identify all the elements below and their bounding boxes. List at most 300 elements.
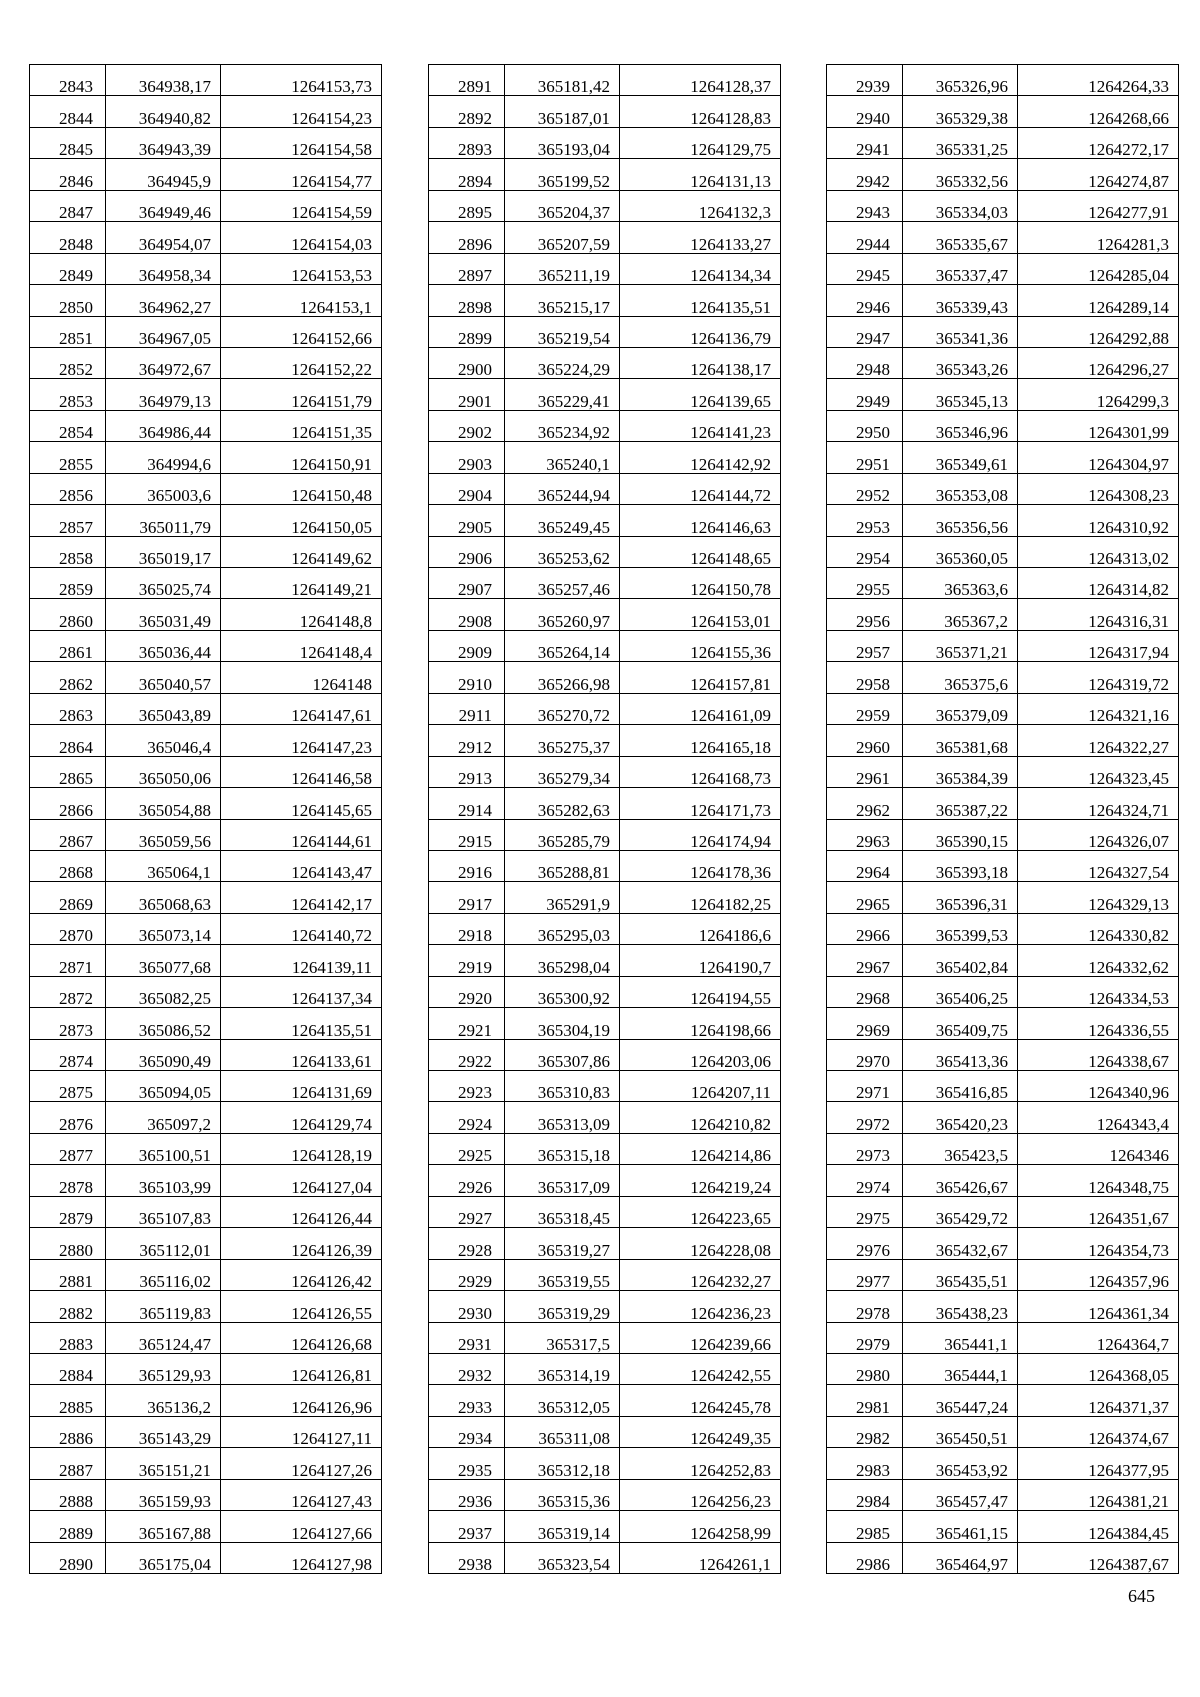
- table-row: [429, 65, 781, 96]
- x-coordinate-cell: 365304,19: [505, 1008, 620, 1039]
- table-row: [30, 1228, 382, 1259]
- point-number-cell: 2864: [30, 725, 106, 756]
- table-row: [827, 379, 1179, 410]
- x-coordinate-cell: 365312,05: [505, 1385, 620, 1416]
- y-coordinate-cell: 1264126,68: [221, 1322, 382, 1353]
- x-coordinate-cell: 365116,02: [106, 1259, 221, 1290]
- table-row: [30, 253, 382, 284]
- point-number-cell: 2943: [827, 190, 903, 221]
- table-row: [429, 976, 781, 1007]
- y-coordinate-cell: 1264313,02: [1018, 536, 1179, 567]
- x-coordinate-cell: 365003,6: [106, 473, 221, 504]
- x-coordinate-cell: 365464,97: [903, 1542, 1018, 1573]
- y-coordinate-cell: 1264135,51: [221, 1008, 382, 1039]
- x-coordinate-cell: 365307,86: [505, 1039, 620, 1070]
- x-coordinate-cell: 365046,4: [106, 725, 221, 756]
- point-number-cell: 2854: [30, 410, 106, 441]
- y-coordinate-cell: 1264178,36: [620, 850, 781, 881]
- x-coordinate-cell: 365319,27: [505, 1228, 620, 1259]
- x-coordinate-cell: 364962,27: [106, 285, 221, 316]
- point-number-cell: 2974: [827, 1165, 903, 1196]
- y-coordinate-cell: 1264150,91: [221, 442, 382, 473]
- x-coordinate-cell: 364967,05: [106, 316, 221, 347]
- point-number-cell: 2874: [30, 1039, 106, 1070]
- x-coordinate-cell: 365288,81: [505, 850, 620, 881]
- table-row: [827, 913, 1179, 944]
- point-number-cell: 2919: [429, 945, 505, 976]
- y-coordinate-cell: 1264368,05: [1018, 1353, 1179, 1384]
- y-coordinate-cell: 1264281,3: [1018, 222, 1179, 253]
- y-coordinate-cell: 1264127,66: [221, 1511, 382, 1542]
- y-coordinate-cell: 1264138,17: [620, 347, 781, 378]
- y-coordinate-cell: 1264153,01: [620, 599, 781, 630]
- x-coordinate-cell: 365291,9: [505, 882, 620, 913]
- table-row: [30, 1385, 382, 1416]
- y-coordinate-cell: 1264316,31: [1018, 599, 1179, 630]
- table-row: [429, 1228, 781, 1259]
- y-coordinate-cell: 1264381,21: [1018, 1479, 1179, 1510]
- point-number-cell: 2913: [429, 756, 505, 787]
- y-coordinate-cell: 1264321,16: [1018, 693, 1179, 724]
- y-coordinate-cell: 1264219,24: [620, 1165, 781, 1196]
- y-coordinate-cell: 1264151,79: [221, 379, 382, 410]
- table-row: [827, 1259, 1179, 1290]
- x-coordinate-cell: 365199,52: [505, 159, 620, 190]
- table-row: [429, 819, 781, 850]
- table-row: [827, 756, 1179, 787]
- coordinate-table-2: [428, 64, 781, 1574]
- x-coordinate-cell: 364954,07: [106, 222, 221, 253]
- table-row: [827, 1071, 1179, 1102]
- x-coordinate-cell: 365097,2: [106, 1102, 221, 1133]
- x-coordinate-cell: 365349,61: [903, 442, 1018, 473]
- table-row: [30, 1008, 382, 1039]
- x-coordinate-cell: 365107,83: [106, 1196, 221, 1227]
- table-row: [429, 96, 781, 127]
- table-row: [429, 410, 781, 441]
- page-number: 645: [1128, 1586, 1155, 1606]
- x-coordinate-cell: 364994,6: [106, 442, 221, 473]
- x-coordinate-cell: 365426,67: [903, 1165, 1018, 1196]
- x-coordinate-cell: 365331,25: [903, 127, 1018, 158]
- x-coordinate-cell: 365339,43: [903, 285, 1018, 316]
- point-number-cell: 2882: [30, 1291, 106, 1322]
- point-number-cell: 2948: [827, 347, 903, 378]
- y-coordinate-cell: 1264242,55: [620, 1353, 781, 1384]
- point-number-cell: 2911: [429, 693, 505, 724]
- y-coordinate-cell: 1264351,67: [1018, 1196, 1179, 1227]
- point-number-cell: 2918: [429, 913, 505, 944]
- point-number-cell: 2851: [30, 316, 106, 347]
- x-coordinate-cell: 365312,18: [505, 1448, 620, 1479]
- y-coordinate-cell: 1264132,3: [620, 190, 781, 221]
- y-coordinate-cell: 1264149,21: [221, 568, 382, 599]
- y-coordinate-cell: 1264154,77: [221, 159, 382, 190]
- point-number-cell: 2872: [30, 976, 106, 1007]
- table-row: [827, 505, 1179, 536]
- y-coordinate-cell: 1264277,91: [1018, 190, 1179, 221]
- point-number-cell: 2845: [30, 127, 106, 158]
- x-coordinate-cell: 365270,72: [505, 693, 620, 724]
- table-row: [429, 347, 781, 378]
- x-coordinate-cell: 365031,49: [106, 599, 221, 630]
- y-coordinate-cell: 1264149,62: [221, 536, 382, 567]
- x-coordinate-cell: 365143,29: [106, 1416, 221, 1447]
- x-coordinate-cell: 365129,93: [106, 1353, 221, 1384]
- x-coordinate-cell: 365249,45: [505, 505, 620, 536]
- table-row: [30, 1071, 382, 1102]
- x-coordinate-cell: 365416,85: [903, 1071, 1018, 1102]
- x-coordinate-cell: 365275,37: [505, 725, 620, 756]
- table-row: [30, 630, 382, 661]
- table-row: [429, 442, 781, 473]
- table-row: [429, 1448, 781, 1479]
- x-coordinate-cell: 365082,25: [106, 976, 221, 1007]
- point-number-cell: 2951: [827, 442, 903, 473]
- table-row: [30, 1353, 382, 1384]
- point-number-cell: 2870: [30, 913, 106, 944]
- x-coordinate-cell: 365043,89: [106, 693, 221, 724]
- table-row: [30, 1416, 382, 1447]
- table-row: [827, 788, 1179, 819]
- x-coordinate-cell: 365313,09: [505, 1102, 620, 1133]
- y-coordinate-cell: 1264264,33: [1018, 65, 1179, 96]
- point-number-cell: 2856: [30, 473, 106, 504]
- table-row: [429, 1196, 781, 1227]
- y-coordinate-cell: 1264154,03: [221, 222, 382, 253]
- table-row: [30, 788, 382, 819]
- x-coordinate-cell: 365379,09: [903, 693, 1018, 724]
- x-coordinate-cell: 365371,21: [903, 630, 1018, 661]
- point-number-cell: 2916: [429, 850, 505, 881]
- y-coordinate-cell: 1264261,1: [620, 1542, 781, 1573]
- table-row: [429, 379, 781, 410]
- table-row: [827, 410, 1179, 441]
- x-coordinate-cell: 365266,98: [505, 662, 620, 693]
- table-row: [30, 882, 382, 913]
- x-coordinate-cell: 364945,9: [106, 159, 221, 190]
- y-coordinate-cell: 1264340,96: [1018, 1071, 1179, 1102]
- table-row: [827, 850, 1179, 881]
- x-coordinate-cell: 365341,36: [903, 316, 1018, 347]
- x-coordinate-cell: 365240,1: [505, 442, 620, 473]
- y-coordinate-cell: 1264214,86: [620, 1133, 781, 1164]
- point-number-cell: 2929: [429, 1259, 505, 1290]
- table-row: [30, 1102, 382, 1133]
- table-row: [30, 379, 382, 410]
- point-number-cell: 2905: [429, 505, 505, 536]
- point-number-cell: 2921: [429, 1008, 505, 1039]
- y-coordinate-cell: 1264131,13: [620, 159, 781, 190]
- table-row: [429, 1322, 781, 1353]
- table-row: [827, 1165, 1179, 1196]
- point-number-cell: 2979: [827, 1322, 903, 1353]
- x-coordinate-cell: 365367,2: [903, 599, 1018, 630]
- point-number-cell: 2889: [30, 1511, 106, 1542]
- table-row: [30, 850, 382, 881]
- table-row: [30, 913, 382, 944]
- table-row: [429, 1133, 781, 1164]
- table-row: [30, 96, 382, 127]
- x-coordinate-cell: 365334,03: [903, 190, 1018, 221]
- table-row: [30, 222, 382, 253]
- point-number-cell: 2873: [30, 1008, 106, 1039]
- x-coordinate-cell: 364938,17: [106, 65, 221, 96]
- point-number-cell: 2950: [827, 410, 903, 441]
- y-coordinate-cell: 1264144,72: [620, 473, 781, 504]
- x-coordinate-cell: 365317,5: [505, 1322, 620, 1353]
- point-number-cell: 2947: [827, 316, 903, 347]
- x-coordinate-cell: 365311,08: [505, 1416, 620, 1447]
- x-coordinate-cell: 365282,63: [505, 788, 620, 819]
- y-coordinate-cell: 1264127,98: [221, 1542, 382, 1573]
- y-coordinate-cell: 1264150,05: [221, 505, 382, 536]
- y-coordinate-cell: 1264329,13: [1018, 882, 1179, 913]
- point-number-cell: 2853: [30, 379, 106, 410]
- point-number-cell: 2897: [429, 253, 505, 284]
- x-coordinate-cell: 365036,44: [106, 630, 221, 661]
- point-number-cell: 2886: [30, 1416, 106, 1447]
- table-row: [30, 693, 382, 724]
- point-number-cell: 2983: [827, 1448, 903, 1479]
- point-number-cell: 2938: [429, 1542, 505, 1573]
- x-coordinate-cell: 365215,17: [505, 285, 620, 316]
- y-coordinate-cell: 1264126,44: [221, 1196, 382, 1227]
- y-coordinate-cell: 1264145,65: [221, 788, 382, 819]
- point-number-cell: 2863: [30, 693, 106, 724]
- x-coordinate-cell: 365319,29: [505, 1291, 620, 1322]
- table-row: [30, 159, 382, 190]
- x-coordinate-cell: 365438,23: [903, 1291, 1018, 1322]
- y-coordinate-cell: 1264168,73: [620, 756, 781, 787]
- y-coordinate-cell: 1264361,34: [1018, 1291, 1179, 1322]
- y-coordinate-cell: 1264364,7: [1018, 1322, 1179, 1353]
- table-row: [30, 1291, 382, 1322]
- y-coordinate-cell: 1264296,27: [1018, 347, 1179, 378]
- point-number-cell: 2961: [827, 756, 903, 787]
- point-number-cell: 2935: [429, 1448, 505, 1479]
- y-coordinate-cell: 1264146,63: [620, 505, 781, 536]
- x-coordinate-cell: 365181,42: [505, 65, 620, 96]
- table-row: [827, 285, 1179, 316]
- x-coordinate-cell: 365193,04: [505, 127, 620, 158]
- x-coordinate-cell: 365090,49: [106, 1039, 221, 1070]
- table-row: [429, 159, 781, 190]
- y-coordinate-cell: 1264207,11: [620, 1071, 781, 1102]
- point-number-cell: 2927: [429, 1196, 505, 1227]
- y-coordinate-cell: 1264324,71: [1018, 788, 1179, 819]
- x-coordinate-cell: 365310,83: [505, 1071, 620, 1102]
- x-coordinate-cell: 364986,44: [106, 410, 221, 441]
- x-coordinate-cell: 365100,51: [106, 1133, 221, 1164]
- x-coordinate-cell: 365159,93: [106, 1479, 221, 1510]
- x-coordinate-cell: 365187,01: [505, 96, 620, 127]
- x-coordinate-cell: 365040,57: [106, 662, 221, 693]
- table-row: [429, 1008, 781, 1039]
- table-row: [827, 662, 1179, 693]
- point-number-cell: 2862: [30, 662, 106, 693]
- point-number-cell: 2970: [827, 1039, 903, 1070]
- table-row: [30, 1511, 382, 1542]
- x-coordinate-cell: 365429,72: [903, 1196, 1018, 1227]
- x-coordinate-cell: 365054,88: [106, 788, 221, 819]
- x-coordinate-cell: 365332,56: [903, 159, 1018, 190]
- x-coordinate-cell: 365025,74: [106, 568, 221, 599]
- point-number-cell: 2971: [827, 1071, 903, 1102]
- point-number-cell: 2875: [30, 1071, 106, 1102]
- table-row: [827, 1542, 1179, 1573]
- table-row: [827, 693, 1179, 724]
- x-coordinate-cell: 365396,31: [903, 882, 1018, 913]
- table-row: [30, 976, 382, 1007]
- x-coordinate-cell: 365175,04: [106, 1542, 221, 1573]
- table-row: [827, 882, 1179, 913]
- y-coordinate-cell: 1264326,07: [1018, 819, 1179, 850]
- point-number-cell: 2986: [827, 1542, 903, 1573]
- table-row: [30, 442, 382, 473]
- y-coordinate-cell: 1264301,99: [1018, 410, 1179, 441]
- table-row: [827, 1039, 1179, 1070]
- point-number-cell: 2852: [30, 347, 106, 378]
- point-number-cell: 2975: [827, 1196, 903, 1227]
- y-coordinate-cell: 1264126,96: [221, 1385, 382, 1416]
- y-coordinate-cell: 1264139,11: [221, 945, 382, 976]
- x-coordinate-cell: 365323,54: [505, 1542, 620, 1573]
- x-coordinate-cell: 365393,18: [903, 850, 1018, 881]
- y-coordinate-cell: 1264190,7: [620, 945, 781, 976]
- point-number-cell: 2883: [30, 1322, 106, 1353]
- x-coordinate-cell: 365435,51: [903, 1259, 1018, 1290]
- table-row: [30, 1133, 382, 1164]
- y-coordinate-cell: 1264348,75: [1018, 1165, 1179, 1196]
- point-number-cell: 2915: [429, 819, 505, 850]
- x-coordinate-cell: 365264,14: [505, 630, 620, 661]
- y-coordinate-cell: 1264319,72: [1018, 662, 1179, 693]
- table-row: [827, 1196, 1179, 1227]
- table-row: [30, 1259, 382, 1290]
- point-number-cell: 2960: [827, 725, 903, 756]
- x-coordinate-cell: 365204,37: [505, 190, 620, 221]
- point-number-cell: 2954: [827, 536, 903, 567]
- x-coordinate-cell: 365453,92: [903, 1448, 1018, 1479]
- y-coordinate-cell: 1264127,26: [221, 1448, 382, 1479]
- y-coordinate-cell: 1264133,27: [620, 222, 781, 253]
- table-row: [827, 1511, 1179, 1542]
- x-coordinate-cell: 365229,41: [505, 379, 620, 410]
- point-number-cell: 2899: [429, 316, 505, 347]
- table-row: [429, 316, 781, 347]
- table-row: [827, 976, 1179, 1007]
- table-row: [429, 599, 781, 630]
- x-coordinate-cell: 365390,15: [903, 819, 1018, 850]
- table-row: [827, 1416, 1179, 1447]
- table-row: [827, 222, 1179, 253]
- y-coordinate-cell: 1264304,97: [1018, 442, 1179, 473]
- x-coordinate-cell: 365224,29: [505, 347, 620, 378]
- table-row: [30, 536, 382, 567]
- x-coordinate-cell: 365019,17: [106, 536, 221, 567]
- x-coordinate-cell: 365343,26: [903, 347, 1018, 378]
- point-number-cell: 2942: [827, 159, 903, 190]
- x-coordinate-cell: 365260,97: [505, 599, 620, 630]
- table-row: [30, 410, 382, 441]
- table-row: [429, 913, 781, 944]
- point-number-cell: 2844: [30, 96, 106, 127]
- table-row: [429, 1542, 781, 1573]
- point-number-cell: 2880: [30, 1228, 106, 1259]
- x-coordinate-cell: 365423,5: [903, 1133, 1018, 1164]
- x-coordinate-cell: 365315,36: [505, 1479, 620, 1510]
- table-row: [30, 1196, 382, 1227]
- y-coordinate-cell: 1264153,1: [221, 285, 382, 316]
- x-coordinate-cell: 365461,15: [903, 1511, 1018, 1542]
- table-row: [30, 127, 382, 158]
- x-coordinate-cell: 365211,19: [505, 253, 620, 284]
- point-number-cell: 2982: [827, 1416, 903, 1447]
- y-coordinate-cell: 1264143,47: [221, 850, 382, 881]
- y-coordinate-cell: 1264249,35: [620, 1416, 781, 1447]
- y-coordinate-cell: 1264223,65: [620, 1196, 781, 1227]
- table-row: [827, 568, 1179, 599]
- point-number-cell: 2900: [429, 347, 505, 378]
- point-number-cell: 2962: [827, 788, 903, 819]
- y-coordinate-cell: 1264285,04: [1018, 253, 1179, 284]
- point-number-cell: 2958: [827, 662, 903, 693]
- point-number-cell: 2857: [30, 505, 106, 536]
- x-coordinate-cell: 365151,21: [106, 1448, 221, 1479]
- table-row: [827, 190, 1179, 221]
- table-row: [30, 190, 382, 221]
- point-number-cell: 2973: [827, 1133, 903, 1164]
- y-coordinate-cell: 1264127,11: [221, 1416, 382, 1447]
- y-coordinate-cell: 1264387,67: [1018, 1542, 1179, 1573]
- point-number-cell: 2884: [30, 1353, 106, 1384]
- y-coordinate-cell: 1264153,53: [221, 253, 382, 284]
- point-number-cell: 2923: [429, 1071, 505, 1102]
- table-row: [429, 1071, 781, 1102]
- y-coordinate-cell: 1264165,18: [620, 725, 781, 756]
- table-row: [30, 819, 382, 850]
- point-number-cell: 2861: [30, 630, 106, 661]
- table-row: [429, 850, 781, 881]
- table-row: [429, 1102, 781, 1133]
- x-coordinate-cell: 365326,96: [903, 65, 1018, 96]
- table-row: [429, 882, 781, 913]
- table-row: [429, 285, 781, 316]
- x-coordinate-cell: 365112,01: [106, 1228, 221, 1259]
- point-number-cell: 2910: [429, 662, 505, 693]
- x-coordinate-cell: 365257,46: [505, 568, 620, 599]
- point-number-cell: 2972: [827, 1102, 903, 1133]
- point-number-cell: 2904: [429, 473, 505, 504]
- y-coordinate-cell: 1264314,82: [1018, 568, 1179, 599]
- table-row: [827, 473, 1179, 504]
- y-coordinate-cell: 1264354,73: [1018, 1228, 1179, 1259]
- point-number-cell: 2909: [429, 630, 505, 661]
- x-coordinate-cell: 365086,52: [106, 1008, 221, 1039]
- table-row: [429, 253, 781, 284]
- table-row: [827, 96, 1179, 127]
- point-number-cell: 2985: [827, 1511, 903, 1542]
- table-row: [30, 473, 382, 504]
- table-row: [827, 1353, 1179, 1384]
- x-coordinate-cell: 365295,03: [505, 913, 620, 944]
- table-row: [429, 1353, 781, 1384]
- x-coordinate-cell: 365420,23: [903, 1102, 1018, 1133]
- table-row: [30, 1479, 382, 1510]
- x-coordinate-cell: 365319,14: [505, 1511, 620, 1542]
- table-row: [30, 65, 382, 96]
